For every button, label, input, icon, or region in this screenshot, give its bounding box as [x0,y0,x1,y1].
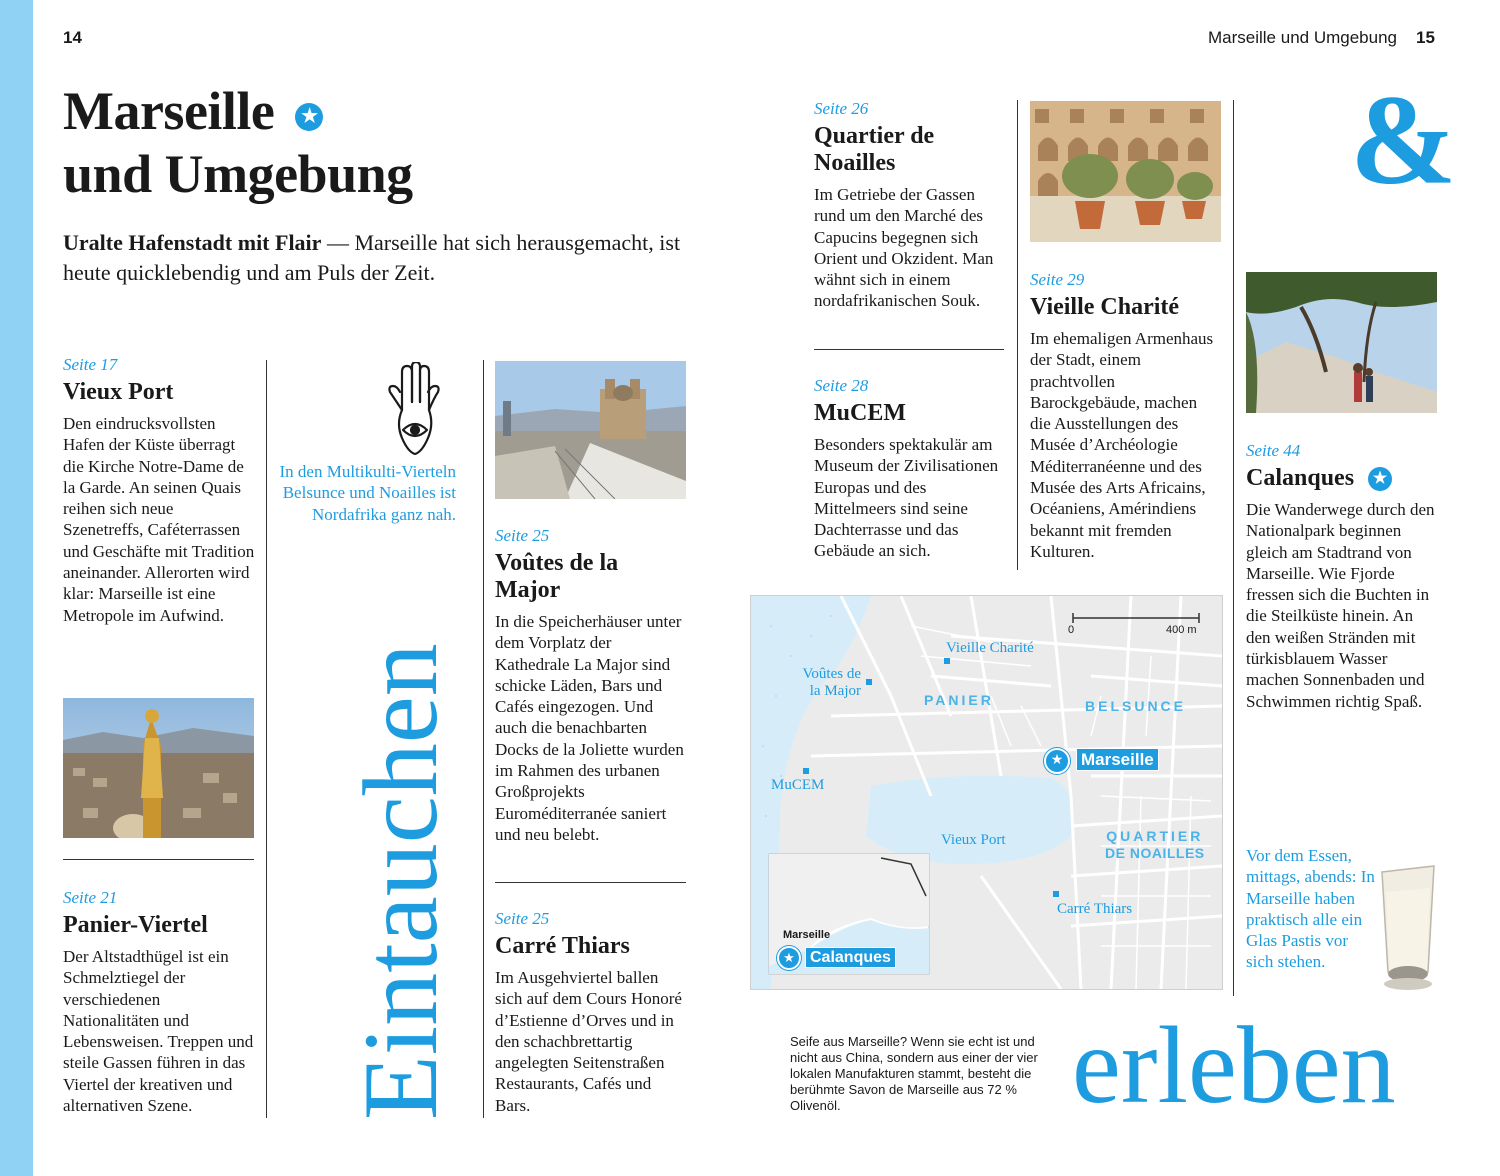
scale-end: 400 m [1166,624,1197,636]
column-divider [483,360,484,1118]
entry-title: Calanques [1246,465,1355,491]
title-line-2: und Umgebung [63,144,413,204]
map-district-noailles [1105,828,1205,862]
column-divider [1233,100,1234,996]
map-label-vieux-port[interactable]: Vieux Port [941,832,1006,848]
photo-calanques-hikers [1246,272,1437,413]
entry-text: Im ehemaligen Armenhaus der Stadt, einem prachtvollen Barockgebäude, machen die Ausstellungen des Musée d’Archéologie Méditerranéenne und des Musée des Arts Africains, Océaniens, Amérindiens bekannt mit fremden Kulturen. [1030,329,1214,561]
entry-text: Der Altstadthügel ist ein Schmelztiegel der verschiedenen Nationalitäten und Lebensweisen. Treppen und steile Gassen führen in das Viertel der kreativen und alternativen Szene. [63,947,254,1116]
entry-text: Den eindrucksvollsten Hafen der Küste überragt die Kirche Notre-Dame de la Garde. An seinen Quais reihen sich neue Szenetreffs, Caféterrassen und Geschäfte mit Tradition aneinander. Allerorten wird klar: Marseille ist eine Metropole im Aufwind. [63,414,255,625]
scale-start: 0 [1068,624,1075,636]
page-number-left: 14 [63,28,82,47]
pastis-caption: Vor dem Essen, mittags, abends: In Marseille haben praktisch alle ein Glas Pastis vor sich stehen. [1246,846,1375,972]
entry-page-ref: Seite 25 [495,909,550,928]
entry-page-ref: Seite 21 [63,888,118,907]
entry-title: Vieux Port [63,379,174,405]
inset-marker-calanques[interactable] [777,946,896,970]
entry-voutes-de-la-major [495,526,687,845]
entry-text: In die Speicherhäuser unter dem Vorplatz der Kathedrale La Major sind schicke Läden, Bars und Cafés eingezogen. Und auch die benachbarten Docks de la Joliette wurden im Rahmen des urbanen Großprojekts Euroméditerranée saniert und neu belebt. [495,612,684,844]
entry-quartier-de-noailles [814,99,1006,312]
entry-title: MuCEM [814,400,906,426]
hamsa-icon [386,362,442,462]
eintauchen-text: Eintauchen [342,643,459,1120]
divider [814,349,1004,350]
entry-title: Vieille Charité [1030,294,1180,320]
entry-carre-thiars [495,909,687,1116]
map-district-belsunce: BELSUNCE [1085,698,1187,714]
map-district-noailles-line2: DE NOAILLES [1105,845,1205,861]
entry-mucem [814,376,1006,562]
entry-title: Quartier de Noailles [814,123,935,176]
entry-title: Carré Thiars [495,933,630,959]
entry-page-ref: Seite 29 [1030,270,1085,289]
star-circle-icon: ★ [295,103,323,131]
entry-title: Voûtes de la Major [495,550,619,603]
star-circle-icon: ★ [777,946,801,970]
intro-text [63,228,683,288]
map-district-panier: PANIER [924,692,994,708]
entry-vieille-charite [1030,270,1222,562]
entry-title-row [1246,465,1438,492]
intro-dash: — [321,230,355,255]
photo-vieille-charite [1030,101,1221,242]
entry-vieux-port [63,355,255,626]
page-number-right: 15 [1416,28,1435,47]
inset-label-marseille: Marseille [783,929,831,941]
entry-page-ref: Seite 44 [1246,441,1301,460]
photo-notre-dame [63,698,254,838]
entry-text: Die Wanderwege durch den Nationalpark beginnen gleich am Stadtrand von Marseille. Wie Fjorde fressen sich die Buchten in die Steilküste hinein. An den weißen Stränden mit türkisblauem Wasser machen Sonnenbaden und Schwimmen richtig Spaß. [1246,500,1435,711]
entry-page-ref: Seite 17 [63,355,118,374]
pastis-glass-image [1378,862,1438,992]
page-edge-strip [0,0,33,1176]
map-label-mucem[interactable]: MuCEM [771,777,825,793]
soap-note: Seife aus Marseille? Wenn sie echt ist und nicht aus China, sondern aus einer der vier lokalen Manufakturen stammt, besteht die berühmte Savon de Marseille aus 72 % Olivenöl. [790,1034,1038,1113]
entry-page-ref: Seite 26 [814,99,869,118]
photo-la-major [495,361,686,499]
title-line-1: Marseille [63,81,275,141]
column-divider [266,360,267,1118]
entry-title: Panier-Viertel [63,912,208,938]
intro-lead: Uralte Hafenstadt mit Flair [63,230,322,255]
map-label-vieille-charite[interactable]: Vieille Charité [946,640,1034,656]
divider [495,882,686,883]
intro-body: Marseille hat sich herausgemacht, ist heute quicklebendig und am Puls der Zeit. [63,230,681,285]
entry-text: Besonders spektakulär am Museum der Zivilisationen Europas und des Mittelmeers sind seine Dachterrasse und das Gebäude an sich. [814,435,999,561]
map-label-voutes[interactable] [791,666,861,700]
map-label-marseille: Marseille [1076,748,1159,771]
entry-page-ref: Seite 28 [814,376,869,395]
inset-label-calanques: Calanques [805,947,896,968]
divider [63,859,254,860]
map-label-carre-thiars[interactable]: Carré Thiars [1057,901,1133,917]
map-marker-marseille[interactable] [1044,748,1159,774]
entry-text: Im Ausgehviertel ballen sich auf dem Cours Honoré d’Estienne d’Orves und in den schachbrettartig angelegten Seitenstraßen Restaurants, Cafés und Bars. [495,968,682,1115]
star-circle-icon: ★ [1044,748,1070,774]
map-district-noailles-line1: QUARTIER [1106,828,1204,844]
entry-panier-viertel [63,888,255,1116]
vertical-word-eintauchen [330,560,470,1120]
page-title [63,80,413,206]
running-head: Marseille und Umgebung [1208,28,1397,47]
map-label-voutes-line1: Voûtes de [802,666,861,682]
star-circle-icon: ★ [1368,467,1392,491]
entry-calanques [1246,441,1438,712]
entry-text: Im Getriebe der Gassen rund um den Marché des Capucins begegnen sich Orient und Okzident. Man wähnt sich in einem nordafrikanischen Souk. [814,185,994,311]
hand-caption: In den Multikulti-Vierteln Belsunce und Noailles ist Nordafrika ganz nah. [279,462,456,524]
column-divider [1017,100,1018,570]
word-erleben: erleben [1072,1004,1396,1126]
map-label-voutes-line2: la Major [809,683,861,699]
city-map[interactable] [750,595,1223,990]
entry-page-ref: Seite 25 [495,526,550,545]
ampersand-glyph: & [1350,69,1457,211]
